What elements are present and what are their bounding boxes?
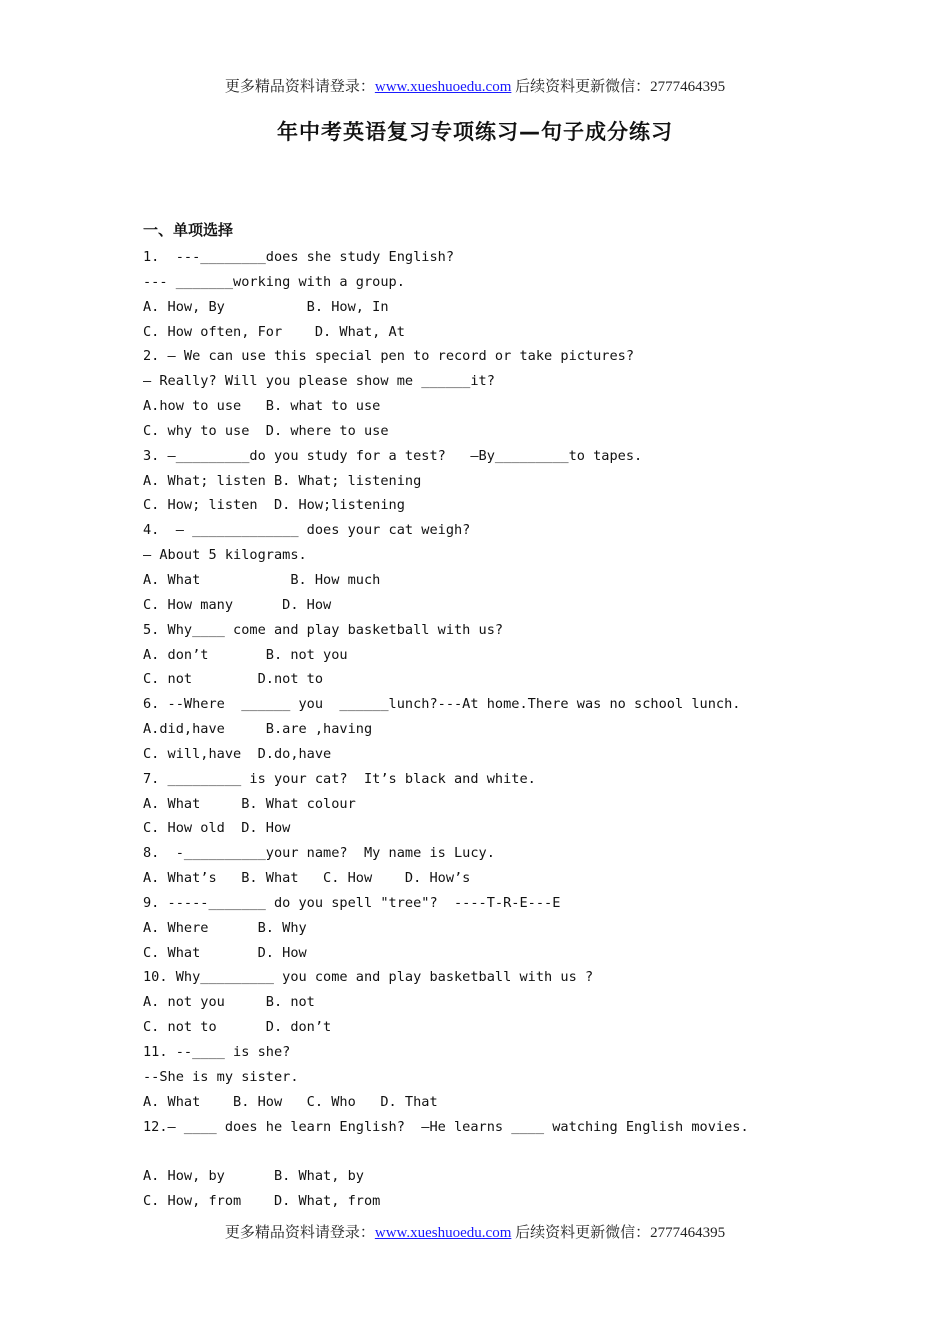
text-line: A. don’t B. not you [143,646,348,663]
text-line: A.how to use B. what to use [143,398,381,415]
document-title: 年中考英语复习专项练习—句子成分练习 [277,120,673,144]
text-line: A. What; listen B. What; listening [143,472,422,489]
text-line: 10. Why_________ you come and play basketball with us ? [143,969,594,986]
text-line: 3. —_________do you study for a test? —By_________to tapes. [143,447,643,464]
text-line [143,1139,863,1164]
footer-prefix: 更多精品资料请登录： [224,1225,375,1241]
text-line: C. How, from D. What, from [143,1193,381,1210]
text-line: 7. _________ is your cat? It’s black and white. [143,770,536,787]
text-line: C. How old D. How [143,820,291,837]
text-line: A. Where B. Why [143,919,307,936]
text-line: C. not D.not to [143,671,324,688]
text-line: --- _______working with a group. [143,273,405,290]
text-line: A.did,have B.are ,having [143,721,373,738]
section-heading: 一、单项选择 [143,221,234,239]
text-line: 2. — We can use this special pen to record or take pictures? [143,348,635,365]
text-line: 1. ---________does she study English? [143,249,454,265]
text-line: — About 5 kilograms. [143,547,307,564]
text-line: C. How often, For D. What, At [143,323,405,340]
footer-link[interactable]: www.xueshuoedu.com [374,1225,512,1241]
text-line: 12.— ____ does he learn English? —He learns ____ watching English movies. [143,1118,749,1135]
text-line: 9. -----_______ do you spell "tree"? ----T-R-E---E [143,894,561,911]
text-line: — Really? Will you please show me ______it? [143,373,495,390]
header-suffix: 后续资料更新微信：2777464395 [511,79,726,95]
text-line: 5. Why____ come and play basketball with us? [143,621,504,638]
text-line: C. not to D. don’t [143,1019,332,1036]
text-line: --She is my sister. [143,1068,299,1085]
text-line: A. How, by B. What, by [143,1168,364,1185]
text-line: C. How; listen D. How;listening [143,497,405,514]
text-line: A. What B. How much [143,571,381,588]
text-line: 8. -__________your name? My name is Lucy. [143,845,495,862]
question-list [143,245,863,1214]
header-prefix: 更多精品资料请登录： [224,79,375,95]
text-line: C. will,have D.do,have [143,745,332,762]
text-line: 4. — _____________ does your cat weigh? [143,522,471,539]
text-line: A. How, By B. How, In [143,298,389,315]
text-line: C. What D. How [143,944,307,961]
page-header-bottom [0,1221,950,1242]
header-link[interactable]: www.xueshuoedu.com [374,79,512,95]
text-line: A. What B. What colour [143,795,356,812]
text-line: C. why to use D. where to use [143,422,389,439]
text-line: A. not you B. not [143,994,315,1011]
footer-suffix: 后续资料更新微信：2777464395 [511,1225,726,1241]
text-line: 6. --Where ______ you ______lunch?---At home.There was no school lunch. [143,696,741,713]
text-line: C. How many D. How [143,596,332,613]
page-header-top [0,75,950,96]
text-line: A. What B. How C. Who D. That [143,1093,438,1110]
text-line: A. What’s B. What C. How D. How’s [143,870,471,887]
text-line: 11. --____ is she? [143,1044,291,1060]
